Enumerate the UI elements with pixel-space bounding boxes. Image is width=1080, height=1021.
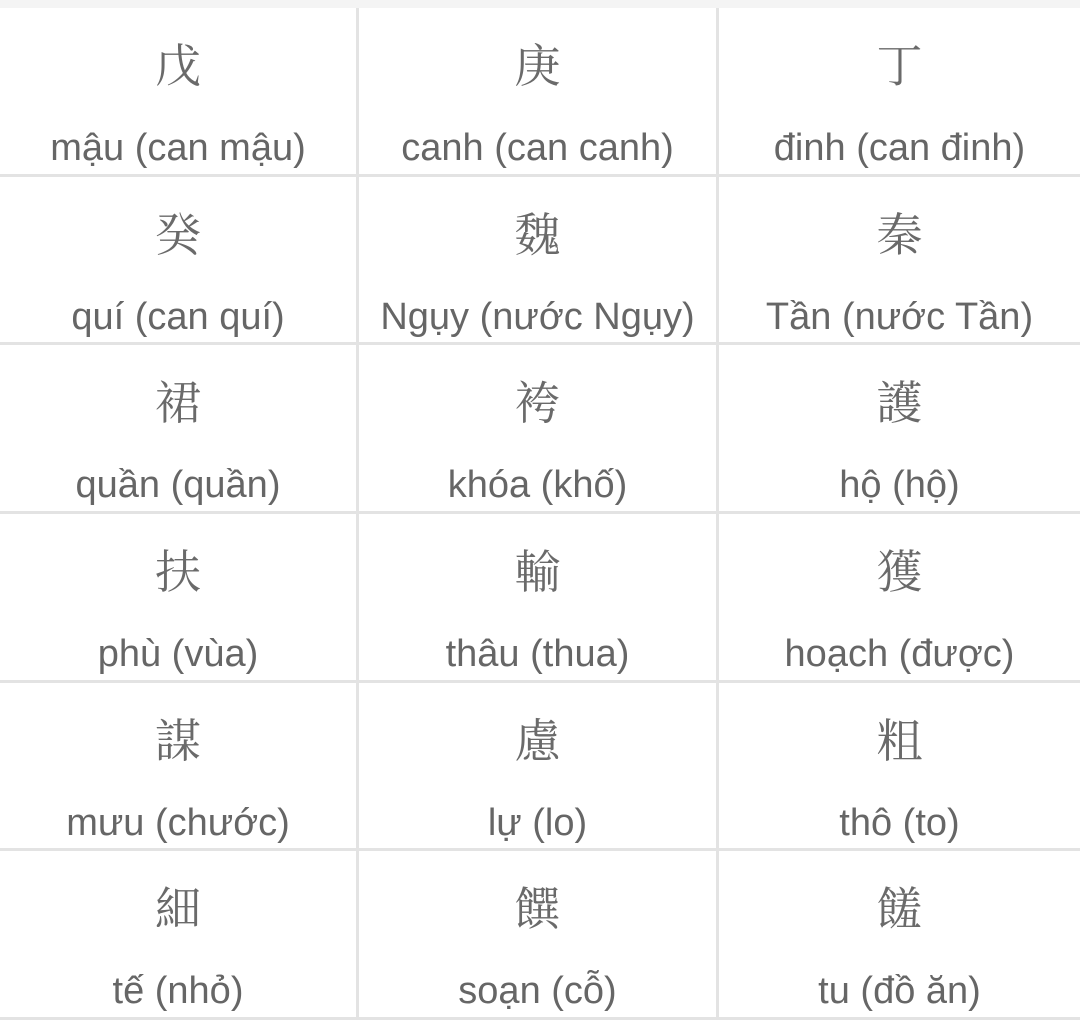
vocab-cell <box>359 177 719 346</box>
vocab-cell <box>0 177 359 346</box>
han-character: 裙 <box>155 376 201 431</box>
vocab-cell <box>0 683 359 852</box>
vocab-cell <box>359 345 719 514</box>
han-character: 魏 <box>514 207 561 262</box>
vocab-cell <box>359 514 719 683</box>
han-character: 細 <box>155 882 201 937</box>
reading-text: hoạch (được) <box>784 632 1015 675</box>
han-character: 獲 <box>876 544 923 599</box>
han-character: 丁 <box>876 39 923 93</box>
vocab-cell <box>0 514 359 683</box>
reading-text: quí (can quí) <box>71 295 285 338</box>
reading-text: soạn (cỗ) <box>458 970 617 1013</box>
vocabulary-table <box>0 8 1080 1020</box>
vocab-cell <box>719 8 1080 177</box>
reading-text: mưu (chước) <box>66 801 290 844</box>
vocab-cell <box>359 8 719 177</box>
reading-text: tế (nhỏ) <box>112 970 244 1013</box>
vocab-cell <box>0 345 359 514</box>
top-strip <box>0 0 1080 8</box>
reading-text: mậu (can mậu) <box>50 127 306 169</box>
reading-text: lự (lo) <box>487 801 588 844</box>
reading-text: hộ (hộ) <box>839 464 960 507</box>
reading-text: thâu (thua) <box>445 632 630 675</box>
reading-text: quần (quần) <box>75 464 281 507</box>
han-character: 饈 <box>876 882 923 937</box>
reading-text: khóa (khố) <box>447 464 628 507</box>
vocab-cell <box>719 345 1080 514</box>
reading-text: phù (vùa) <box>97 632 259 675</box>
reading-text: Ngụy (nước Ngụy) <box>380 295 695 338</box>
vocab-cell <box>359 683 719 852</box>
han-character: 饌 <box>514 882 561 937</box>
vocab-cell <box>719 514 1080 683</box>
reading-text: thô (to) <box>839 801 960 844</box>
reading-text: canh (can canh) <box>401 127 674 169</box>
vocab-cell <box>0 851 359 1020</box>
vocab-cell <box>719 851 1080 1020</box>
vocab-cell <box>0 8 359 177</box>
han-character: 慮 <box>514 713 561 768</box>
reading-text: Tần (nước Tần) <box>765 295 1034 338</box>
han-character: 袴 <box>514 376 561 431</box>
vocab-cell <box>719 683 1080 852</box>
han-character: 秦 <box>876 207 923 262</box>
vocab-cell <box>359 851 719 1020</box>
han-character: 戊 <box>155 39 201 93</box>
han-character: 謀 <box>155 713 201 768</box>
han-character: 粗 <box>876 713 923 768</box>
vocab-cell <box>719 177 1080 346</box>
han-character: 護 <box>876 376 923 431</box>
reading-text: tu (đồ ăn) <box>818 970 981 1013</box>
reading-text: đinh (can đinh) <box>773 127 1026 169</box>
han-character: 扶 <box>155 544 201 599</box>
han-character: 癸 <box>155 207 201 262</box>
han-character: 庚 <box>514 39 561 93</box>
han-character: 輸 <box>514 544 561 599</box>
